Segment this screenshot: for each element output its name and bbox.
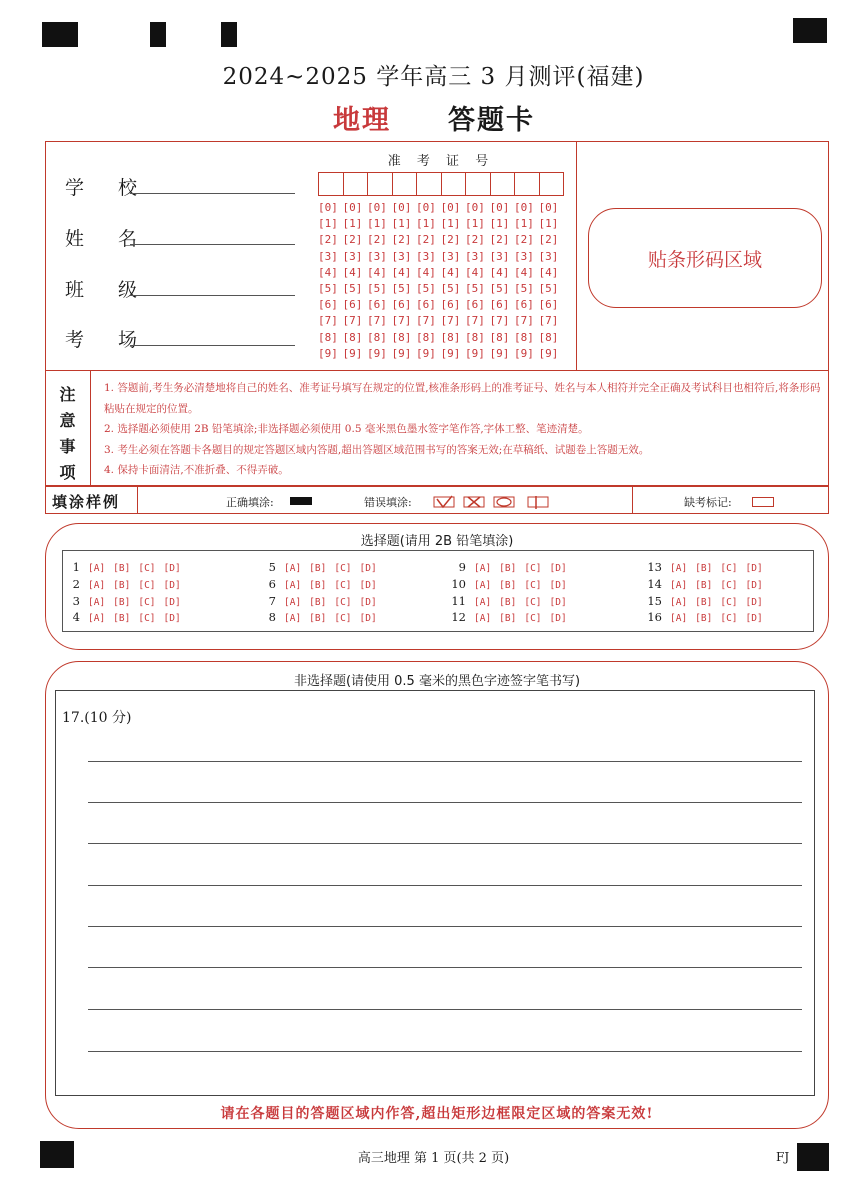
digit-bubble[interactable]: [7]	[514, 314, 534, 328]
digit-bubble[interactable]: [1]	[489, 217, 510, 231]
digit-bubble[interactable]: [4]	[489, 265, 510, 279]
option-bubble[interactable]: [B]	[499, 580, 517, 591]
option-bubble[interactable]: [A]	[670, 613, 688, 624]
choice-question	[644, 610, 771, 624]
option-bubble[interactable]: [C]	[334, 597, 352, 608]
digit-row	[318, 250, 563, 266]
option-bubble[interactable]: [B]	[499, 613, 517, 624]
digit-bubble[interactable]: [2]	[538, 233, 559, 247]
digit-bubble[interactable]: [7]	[440, 314, 461, 328]
exam-number-cell[interactable]	[441, 172, 467, 196]
option-bubble[interactable]: [C]	[138, 597, 156, 608]
question-number: 7	[268, 594, 276, 608]
digit-bubble[interactable]: [6]	[514, 298, 534, 312]
option-bubble[interactable]: [C]	[524, 613, 542, 624]
digit-row	[318, 331, 563, 347]
digit-bubble[interactable]: [0]	[514, 201, 534, 214]
digit-bubble[interactable]: [6]	[538, 298, 559, 312]
option-bubble[interactable]: [A]	[88, 563, 106, 574]
option-bubble[interactable]: [B]	[695, 563, 713, 574]
subject-title: 地理	[333, 105, 391, 136]
question-number: 6	[268, 577, 276, 591]
exam-number-cell[interactable]	[318, 172, 344, 196]
digit-bubble[interactable]: [9]	[440, 346, 461, 360]
digit-bubble[interactable]: [9]	[391, 346, 412, 360]
digit-bubble[interactable]: [0]	[440, 201, 461, 214]
digit-bubble[interactable]: [0]	[489, 201, 510, 214]
digit-bubble[interactable]: [2]	[514, 233, 534, 247]
alignment-mark	[42, 22, 78, 47]
school-field[interactable]	[130, 193, 295, 194]
region-code: FJ	[776, 1150, 790, 1164]
option-bubble[interactable]: [D]	[549, 597, 567, 608]
question-number: 13	[647, 560, 662, 574]
choice-question	[644, 594, 771, 608]
choice-question	[258, 577, 385, 591]
choice-question	[258, 610, 385, 624]
digit-bubble[interactable]: [0]	[367, 201, 387, 214]
exam-number-cell[interactable]	[490, 172, 516, 196]
option-bubble[interactable]: [A]	[670, 580, 688, 591]
exam-number-cell[interactable]	[539, 172, 565, 196]
digit-bubble[interactable]: [5]	[440, 281, 461, 295]
option-bubble[interactable]: [B]	[309, 613, 327, 624]
digit-bubble[interactable]: [1]	[538, 217, 559, 231]
option-bubble[interactable]: [D]	[549, 580, 567, 591]
answer-line[interactable]	[88, 1009, 802, 1010]
option-bubble[interactable]: [A]	[284, 613, 302, 624]
option-bubble[interactable]: [A]	[284, 563, 302, 574]
digit-bubble[interactable]: [1]	[318, 217, 338, 231]
alignment-mark	[793, 18, 827, 43]
option-bubble[interactable]: [A]	[670, 563, 688, 574]
page-title: 2024~2025 学年高三 3 月测评(福建)	[222, 64, 645, 90]
absent-mark-box[interactable]	[752, 497, 774, 507]
question-number: 4	[72, 610, 80, 624]
divider	[632, 486, 633, 514]
digit-bubble[interactable]: [6]	[342, 298, 363, 312]
card-name: 答题卡	[448, 105, 535, 136]
digit-bubble[interactable]: [0]	[538, 201, 559, 214]
option-bubble[interactable]: [D]	[163, 563, 181, 574]
digit-bubble[interactable]: [5]	[416, 281, 436, 295]
digit-bubble[interactable]: [8]	[465, 330, 485, 344]
question-number: 10	[451, 577, 466, 591]
digit-bubble[interactable]: [3]	[367, 249, 387, 263]
alignment-mark	[150, 22, 166, 47]
digit-bubble[interactable]: [6]	[489, 298, 510, 312]
exam-room-label: 考 场	[65, 329, 152, 351]
digit-bubble[interactable]: [5]	[489, 281, 510, 295]
digit-bubble[interactable]: [4]	[465, 265, 485, 279]
digit-bubble[interactable]: [2]	[465, 233, 485, 247]
digit-bubble[interactable]: [5]	[342, 281, 363, 295]
notes-heading-char: 项	[59, 463, 76, 482]
digit-bubble[interactable]: [6]	[367, 298, 387, 312]
fill-sample-heading: 填涂样例	[52, 493, 121, 511]
digit-bubble[interactable]: [9]	[416, 346, 436, 360]
digit-bubble[interactable]: [7]	[465, 314, 485, 328]
option-bubble[interactable]: [A]	[670, 597, 688, 608]
digit-bubble[interactable]: [8]	[440, 330, 461, 344]
digit-bubble[interactable]: [9]	[514, 346, 534, 360]
option-bubble[interactable]: [D]	[359, 563, 377, 574]
option-bubble[interactable]: [C]	[138, 613, 156, 624]
digit-bubble[interactable]: [7]	[489, 314, 510, 328]
question-number: 15	[647, 594, 662, 608]
answer-line[interactable]	[88, 885, 802, 886]
choice-question	[644, 577, 771, 591]
note-item: 3. 考生必须在答题卡各题目的规定答题区域内答题,超出答题区域范围书写的答案无效;在草稿纸、试题卷上答题无效。	[104, 443, 650, 456]
barcode-area: 贴条形码区域	[588, 208, 822, 308]
question-number: 11	[451, 594, 466, 608]
option-bubble[interactable]: [C]	[524, 580, 542, 591]
option-bubble[interactable]: [C]	[334, 563, 352, 574]
choice-question	[448, 594, 575, 608]
digit-bubble[interactable]: [3]	[440, 249, 461, 263]
notes-heading-char: 意	[59, 411, 76, 430]
digit-bubble[interactable]: [3]	[342, 249, 363, 263]
option-bubble[interactable]: [C]	[720, 613, 738, 624]
digit-bubble[interactable]: [4]	[342, 265, 363, 279]
option-bubble[interactable]: [D]	[745, 563, 763, 574]
answer-area[interactable]	[55, 690, 815, 1096]
option-bubble[interactable]: [D]	[359, 597, 377, 608]
digit-bubble[interactable]: [3]	[514, 249, 534, 263]
option-bubble[interactable]: [A]	[88, 580, 106, 591]
digit-bubble[interactable]: [2]	[489, 233, 510, 247]
option-bubble[interactable]: [D]	[163, 613, 181, 624]
note-item: 2. 选择题必须使用 2B 铅笔填涂;非选择题必须使用 0.5 毫米黑色墨水签字笔作答,字体工整、笔迹清楚。	[104, 423, 589, 435]
option-bubble[interactable]: [C]	[138, 563, 156, 574]
digit-bubble[interactable]: [6]	[391, 298, 412, 312]
digit-bubble[interactable]: [0]	[465, 201, 485, 214]
digit-bubble[interactable]: [3]	[538, 249, 559, 263]
digit-bubble[interactable]: [5]	[391, 281, 412, 295]
choice-question	[62, 577, 189, 591]
option-bubble[interactable]: [A]	[474, 563, 492, 574]
choice-question	[448, 577, 575, 591]
option-bubble[interactable]: [D]	[359, 580, 377, 591]
divider	[137, 486, 138, 514]
wrong-fill-label: 错误填涂:	[364, 496, 412, 509]
option-bubble[interactable]: [B]	[113, 580, 131, 591]
digit-bubble[interactable]: [8]	[489, 330, 510, 344]
answer-line[interactable]	[88, 802, 802, 803]
note-item: 4. 保持卡面清洁,不准折叠、不得弄破。	[104, 464, 289, 476]
option-bubble[interactable]: [A]	[88, 613, 106, 624]
question-number: 16	[647, 610, 662, 624]
option-bubble[interactable]: [D]	[745, 597, 763, 608]
exam-number-cell[interactable]	[392, 172, 418, 196]
digit-bubble[interactable]: [1]	[342, 217, 363, 231]
choice-question	[62, 560, 189, 574]
digit-row	[318, 201, 563, 217]
wrong-fill-marks	[432, 494, 552, 510]
exam-number-cell[interactable]	[367, 172, 393, 196]
digit-bubble[interactable]: [9]	[465, 346, 485, 360]
digit-bubble[interactable]: [5]	[465, 281, 485, 295]
option-bubble[interactable]: [C]	[138, 580, 156, 591]
digit-bubble[interactable]: [7]	[342, 314, 363, 328]
digit-bubble[interactable]: [9]	[342, 346, 363, 360]
option-bubble[interactable]: [C]	[524, 597, 542, 608]
open-title: 非选择题(请使用 0.5 毫米的黑色字迹签字笔书写)	[293, 674, 581, 689]
option-bubble[interactable]: [A]	[284, 580, 302, 591]
digit-bubble[interactable]: [4]	[367, 265, 387, 279]
exam-number-cell[interactable]	[343, 172, 369, 196]
digit-bubble[interactable]: [8]	[367, 330, 387, 344]
class-label: 班 级	[65, 279, 152, 301]
name-label: 姓 名	[65, 228, 152, 250]
digit-row	[318, 347, 563, 363]
option-bubble[interactable]: [A]	[284, 597, 302, 608]
digit-bubble[interactable]: [1]	[465, 217, 485, 231]
option-bubble[interactable]: [B]	[309, 580, 327, 591]
correct-fill-label: 正确填涂:	[226, 496, 274, 509]
notes-heading-char: 注	[59, 385, 76, 404]
digit-row	[318, 233, 563, 249]
note-item: 1. 答题前,考生务必清楚地将自己的姓名、准考证号填写在规定的位置,核准条形码上的准考证号、姓名与本人相符并完全正确及考试科目也相符后,将条形码粘贴在规定的位置。	[104, 382, 821, 415]
digit-bubble[interactable]: [9]	[318, 346, 338, 360]
exam-number-bubbles[interactable]	[318, 201, 563, 363]
exam-number-label: 准 考 证 号	[387, 154, 495, 169]
digit-bubble[interactable]: [4]	[514, 265, 534, 279]
exam-number-cell[interactable]	[465, 172, 491, 196]
digit-bubble[interactable]: [1]	[514, 217, 534, 231]
divider	[90, 371, 91, 486]
digit-bubble[interactable]: [7]	[416, 314, 436, 328]
digit-bubble[interactable]: [3]	[489, 249, 510, 263]
choice-question	[62, 610, 189, 624]
digit-bubble[interactable]: [4]	[440, 265, 461, 279]
option-bubble[interactable]: [D]	[359, 613, 377, 624]
digit-bubble[interactable]: [4]	[538, 265, 559, 279]
option-bubble[interactable]: [C]	[334, 613, 352, 624]
digit-bubble[interactable]: [4]	[416, 265, 436, 279]
digit-bubble[interactable]: [7]	[318, 314, 338, 328]
option-bubble[interactable]: [B]	[695, 597, 713, 608]
exam-room-field[interactable]	[130, 345, 295, 346]
option-bubble[interactable]: [D]	[549, 563, 567, 574]
answer-line[interactable]	[88, 843, 802, 844]
absent-label: 缺考标记:	[684, 496, 732, 509]
digit-bubble[interactable]: [3]	[318, 249, 338, 263]
digit-bubble[interactable]: [2]	[318, 233, 338, 247]
option-bubble[interactable]: [B]	[309, 597, 327, 608]
option-bubble[interactable]: [A]	[474, 613, 492, 624]
digit-bubble[interactable]: [3]	[465, 249, 485, 263]
option-bubble[interactable]: [C]	[720, 580, 738, 591]
option-bubble[interactable]: [B]	[113, 597, 131, 608]
option-bubble[interactable]: [B]	[695, 580, 713, 591]
digit-bubble[interactable]: [9]	[538, 346, 559, 360]
digit-bubble[interactable]: [4]	[318, 265, 338, 279]
answer-line[interactable]	[88, 967, 802, 968]
digit-bubble[interactable]: [6]	[465, 298, 485, 312]
question-number: 5	[268, 560, 276, 574]
option-bubble[interactable]: [B]	[113, 563, 131, 574]
option-bubble[interactable]: [C]	[334, 580, 352, 591]
option-bubble[interactable]: [C]	[720, 597, 738, 608]
correct-fill-mark	[290, 497, 312, 505]
digit-bubble[interactable]: [3]	[416, 249, 436, 263]
digit-row	[318, 266, 563, 282]
digit-row	[318, 314, 563, 330]
digit-row	[318, 282, 563, 298]
question-number: 9	[458, 560, 466, 574]
choice-question	[62, 594, 189, 608]
digit-bubble[interactable]: [2]	[391, 233, 412, 247]
option-bubble[interactable]: [D]	[163, 597, 181, 608]
option-bubble[interactable]: [A]	[474, 597, 492, 608]
question-number: 3	[72, 594, 80, 608]
digit-row	[318, 217, 563, 233]
option-bubble[interactable]: [B]	[309, 563, 327, 574]
question-number: 12	[451, 610, 466, 624]
exam-number-cell[interactable]	[514, 172, 540, 196]
choice-question	[258, 594, 385, 608]
digit-bubble[interactable]: [8]	[391, 330, 412, 344]
digit-bubble[interactable]: [1]	[440, 217, 461, 231]
digit-bubble[interactable]: [3]	[391, 249, 412, 263]
digit-bubble[interactable]: [0]	[318, 201, 338, 214]
choice-question	[448, 560, 575, 574]
digit-row	[318, 298, 563, 314]
digit-bubble[interactable]: [5]	[514, 281, 534, 295]
digit-bubble[interactable]: [7]	[538, 314, 559, 328]
option-bubble[interactable]: [A]	[88, 597, 106, 608]
digit-bubble[interactable]: [5]	[367, 281, 387, 295]
option-bubble[interactable]: [D]	[745, 580, 763, 591]
notes-heading	[45, 382, 90, 486]
digit-bubble[interactable]: [6]	[440, 298, 461, 312]
digit-bubble[interactable]: [1]	[391, 217, 412, 231]
page-footer: 高三地理 第 1 页(共 2 页)	[357, 1151, 510, 1166]
option-bubble[interactable]: [B]	[499, 597, 517, 608]
digit-bubble[interactable]: [8]	[342, 330, 363, 344]
exam-number-cell[interactable]	[416, 172, 442, 196]
digit-bubble[interactable]: [6]	[416, 298, 436, 312]
digit-bubble[interactable]: [7]	[391, 314, 412, 328]
digit-bubble[interactable]: [1]	[416, 217, 436, 231]
digit-bubble[interactable]: [9]	[367, 346, 387, 360]
question-number: 1	[72, 560, 80, 574]
answer-line[interactable]	[88, 1051, 802, 1052]
digit-bubble[interactable]: [2]	[416, 233, 436, 247]
answer-warning: 请在各题目的答题区域内作答,超出矩形边框限定区域的答案无效!	[220, 1106, 654, 1122]
name-field[interactable]	[130, 244, 295, 245]
question-number: 8	[268, 610, 276, 624]
digit-bubble[interactable]: [8]	[514, 330, 534, 344]
digit-bubble[interactable]: [4]	[391, 265, 412, 279]
digit-bubble[interactable]: [7]	[367, 314, 387, 328]
school-label: 学 校	[65, 177, 152, 199]
option-bubble[interactable]: [C]	[524, 563, 542, 574]
digit-bubble[interactable]: [1]	[367, 217, 387, 231]
choice-question	[644, 560, 771, 574]
digit-bubble[interactable]: [2]	[367, 233, 387, 247]
digit-bubble[interactable]: [8]	[538, 330, 559, 344]
digit-bubble[interactable]: [8]	[318, 330, 338, 344]
exam-number-boxes[interactable]	[318, 172, 563, 196]
answer-line[interactable]	[88, 926, 802, 927]
divider	[576, 141, 577, 371]
option-bubble[interactable]: [D]	[745, 613, 763, 624]
digit-bubble[interactable]: [5]	[318, 281, 338, 295]
digit-bubble[interactable]: [8]	[416, 330, 436, 344]
choice-question	[448, 610, 575, 624]
digit-bubble[interactable]: [5]	[538, 281, 559, 295]
option-bubble[interactable]: [B]	[499, 563, 517, 574]
digit-bubble[interactable]: [2]	[440, 233, 461, 247]
answer-line[interactable]	[88, 761, 802, 762]
option-bubble[interactable]: [B]	[695, 613, 713, 624]
class-field[interactable]	[130, 295, 295, 296]
choice-question	[258, 560, 385, 574]
question-17-label: 17.(10 分)	[62, 710, 132, 726]
digit-bubble[interactable]: [0]	[391, 201, 412, 214]
notes-list	[104, 378, 822, 481]
question-number: 2	[72, 577, 80, 591]
digit-bubble[interactable]: [9]	[489, 346, 510, 360]
alignment-mark	[221, 22, 237, 47]
digit-bubble[interactable]: [6]	[318, 298, 338, 312]
notes-heading-char: 事	[59, 437, 76, 456]
option-bubble[interactable]: [D]	[163, 580, 181, 591]
option-bubble[interactable]: [B]	[113, 613, 131, 624]
digit-bubble[interactable]: [0]	[342, 201, 363, 214]
digit-bubble[interactable]: [0]	[416, 201, 436, 214]
option-bubble[interactable]: [C]	[720, 563, 738, 574]
question-number: 14	[647, 577, 662, 591]
option-bubble[interactable]: [D]	[549, 613, 567, 624]
digit-bubble[interactable]: [2]	[342, 233, 363, 247]
choice-title: 选择题(请用 2B 铅笔填涂)	[360, 534, 514, 549]
option-bubble[interactable]: [A]	[474, 580, 492, 591]
